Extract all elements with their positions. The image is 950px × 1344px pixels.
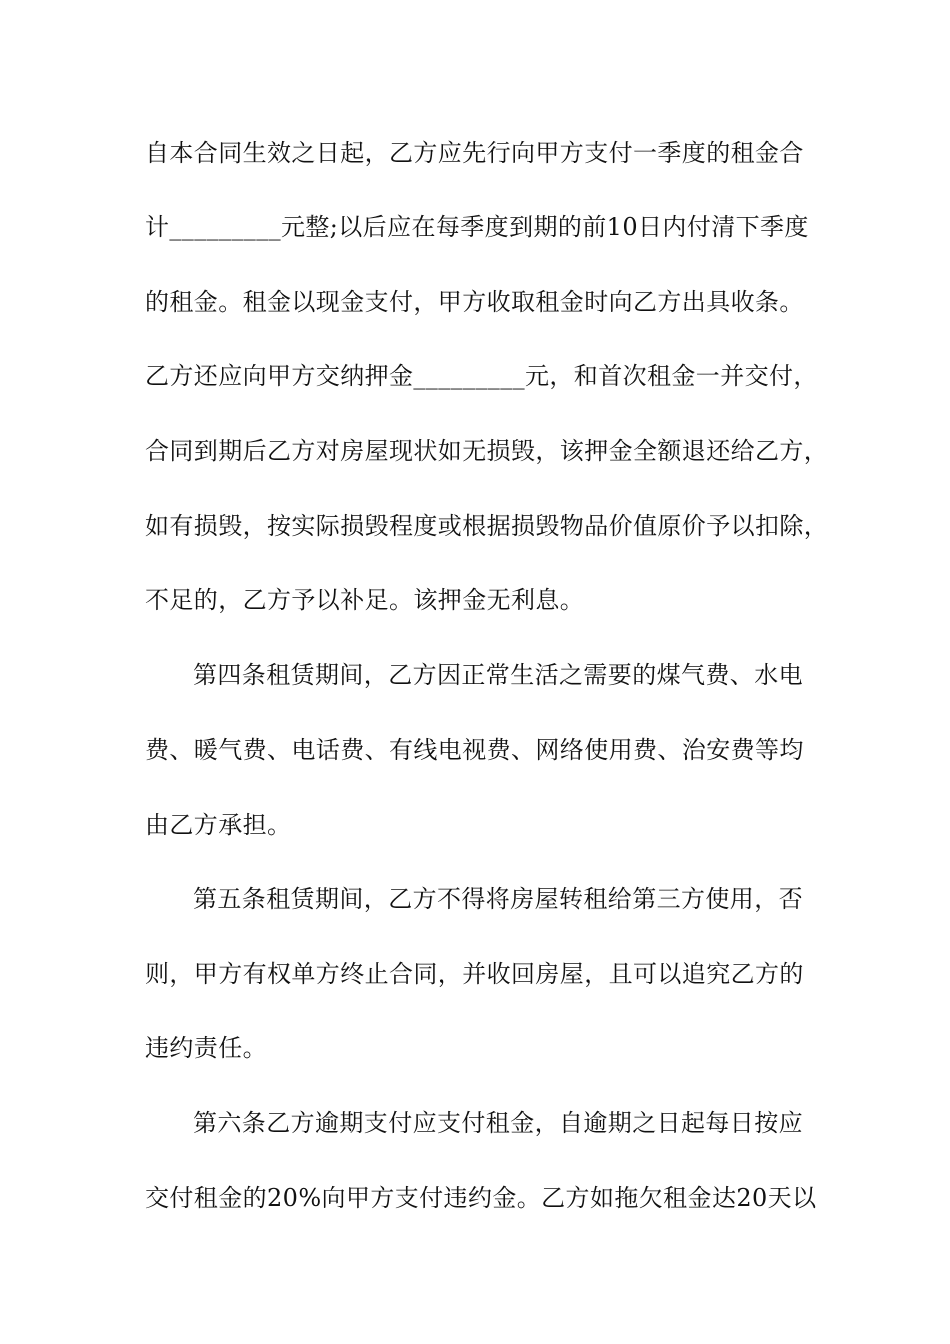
- paragraph-line: 费、暖气费、电话费、有线电视费、网络使用费、治安费等均: [145, 736, 804, 764]
- article-4-line: 第四条租赁期间，乙方因正常生活之需要的煤气费、水电: [193, 661, 803, 689]
- article-6-line: 第六条乙方逾期支付应支付租金，自逾期之日起每日按应: [193, 1109, 803, 1137]
- paragraph-line: 则，甲方有权单方终止合同，并收回房屋，且可以追究乙方的: [145, 960, 804, 988]
- paragraph-line: 乙方还应向甲方交纳押金_________元，和首次租金一并交付，: [145, 362, 818, 390]
- paragraph-line: 如有损毁，按实际损毁程度或根据损毁物品价值原价予以扣除，: [145, 512, 829, 540]
- paragraph-line: 合同到期后乙方对房屋现状如无损毁，该押金全额退还给乙方，: [145, 437, 829, 465]
- paragraph-line: 由乙方承担。: [145, 811, 292, 839]
- paragraph-line: 的租金。租金以现金支付，甲方收取租金时向乙方出具收条。: [145, 288, 804, 316]
- paragraph-line: 计_________元整;以后应在每季度到期的前10日内付清下季度: [145, 213, 809, 241]
- paragraph-line: 不足的，乙方予以补足。该押金无利息。: [145, 586, 585, 614]
- paragraph-line: 交付租金的20%向甲方支付违约金。乙方如拖欠租金达20天以: [145, 1184, 817, 1212]
- article-5-line: 第五条租赁期间，乙方不得将房屋转租给第三方使用，否: [193, 885, 803, 913]
- paragraph-line: 自本合同生效之日起，乙方应先行向甲方支付一季度的租金合: [145, 139, 804, 167]
- paragraph-line: 违约责任。: [145, 1034, 267, 1062]
